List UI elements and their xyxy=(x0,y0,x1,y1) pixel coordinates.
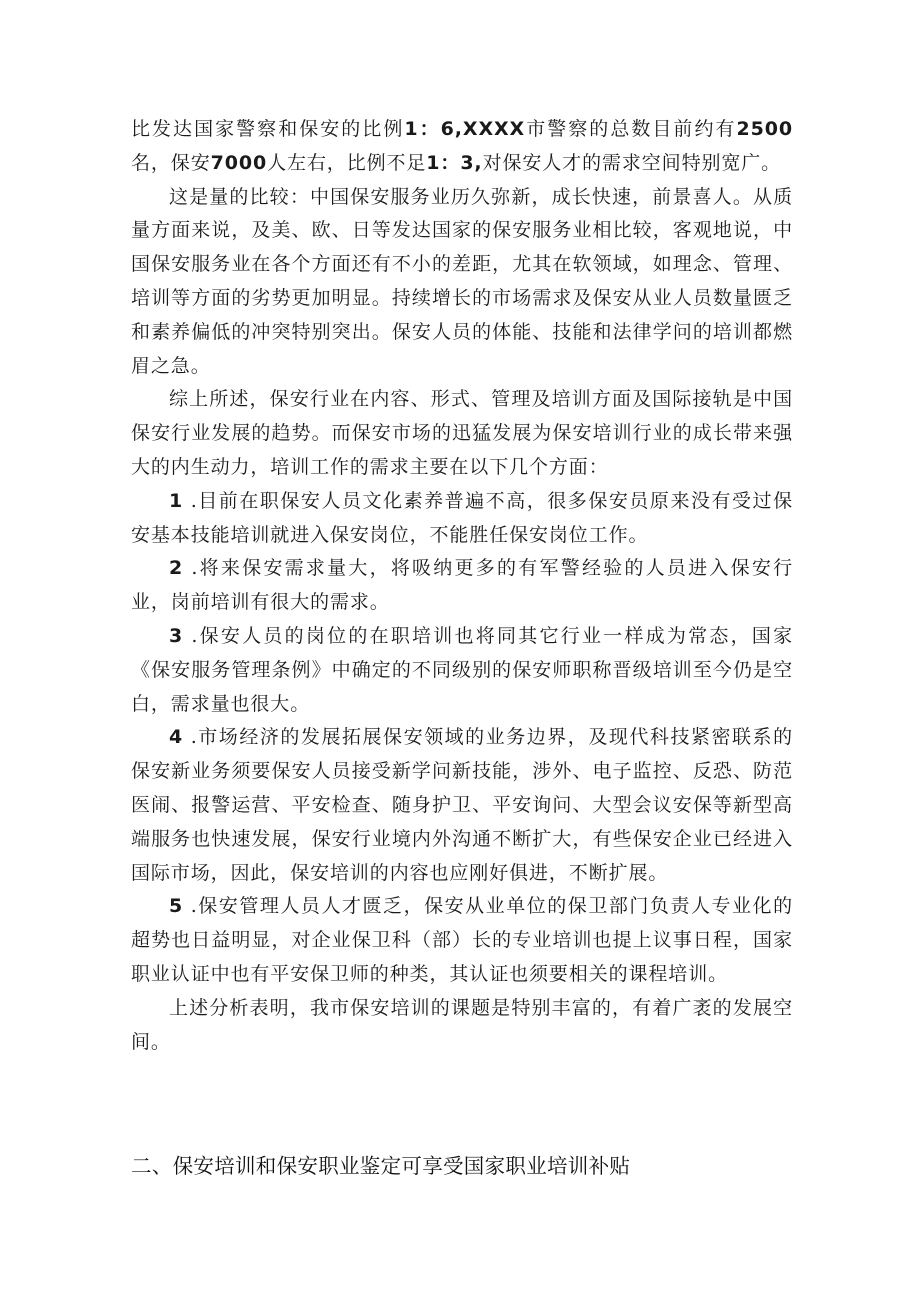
police-count: 2500 xyxy=(736,118,793,140)
text-run: 名，保安 xyxy=(131,151,211,174)
text-run: 对保安人才的需求空间特别宽广。 xyxy=(482,151,782,174)
text-run: 人左右，比例不足 xyxy=(267,151,427,174)
paragraph-conclusion: 上述分析表明，我市保安培训的课题是特别丰富的，有着广袤的发展空间。 xyxy=(131,996,793,1053)
paragraph-ratio xyxy=(131,113,793,181)
ratio-value: 1：6,XXXX xyxy=(404,118,526,140)
list-number: 5 xyxy=(169,895,184,918)
paragraph-comparison: 这是量的比较：中国保安服务业历久弥新，成长快速，前景喜人。从质量方面来说，及美、欧、日等发达国家的保安服务业相比较，客观地说，中国保安服务业在各个方面还有不小的差距，尤其在软领域，如理念、管理、培训等方面的劣势更加明显。持续增长的市场需求及保安从业人员数量匮乏和素养偏低的冲突特别突出。保安人员的体能、技能和法律学问的培训都燃眉之急。 xyxy=(131,185,793,377)
list-item xyxy=(131,721,793,890)
list-item xyxy=(131,890,793,991)
paragraph-summary: 综上所述，保安行业在内容、形式、管理及培训方面及国际接轨是中国保安行业发展的趋势。而保安市场的迅猛发展为保安培训行业的成长带来强大的内生动力，培训工作的需求主要在以下几个方面： xyxy=(131,388,793,478)
document-body xyxy=(131,113,793,1059)
text-run: 市警察的总数目前约有 xyxy=(525,118,737,140)
guard-count: 7000 xyxy=(210,151,268,174)
ratio-value: 1：3, xyxy=(426,151,483,174)
list-number: 3 xyxy=(169,624,184,647)
list-text: .将来保安需求量大，将吸纳更多的有军警经验的人员进入保安行业，岗前培训有很大的需求。 xyxy=(131,557,793,614)
section-heading: 二、保安培训和保安职业鉴定可享受国家职业培训补贴 xyxy=(131,1154,631,1178)
list-number: 1 xyxy=(169,489,184,512)
list-text: .保安人员的岗位的在职培训也将同其它行业一样成为常态，国家《保安服务管理条例》中确定的不同级别的保安师职称晋级培训至今仍是空白，需求量也很大。 xyxy=(131,624,793,715)
list-item xyxy=(131,620,793,721)
list-text: .目前在职保安人员文化素养普遍不高，很多保安员原来没有受过保安基本技能培训就进入保安岗位，不能胜任保安岗位工作。 xyxy=(131,489,793,546)
list-text: .保安管理人员人才匮乏，保安从业单位的保卫部门负责人专业化的超势也日益明显，对企业保卫科（部）长的专业培训也提上议事日程，国家职业认证中也有平安保卫师的种类，其认证也须要相关的课程培训。 xyxy=(131,895,793,985)
list-item xyxy=(131,485,793,553)
list-item xyxy=(131,552,793,620)
list-number: 2 xyxy=(169,557,184,580)
list-text: .市场经济的发展拓展保安领域的业务边界，及现代科技紧密联系的保安新业务须要保安人员接受新学问新技能，涉外、电子监控、反恐、防范医闹、报警运营、平安检查、随身护卫、平安询问、大型会议安保等新型高端服务也快速发展，保安行业境内外沟通不断扩大，有些保安企业已经进入国际市场，因此，保安培训的内容也应刚好俱进，不断扩展。 xyxy=(131,726,793,884)
text-run: 比发达国家警察和保安的比例 xyxy=(131,118,405,140)
list-number: 4 xyxy=(169,726,184,749)
